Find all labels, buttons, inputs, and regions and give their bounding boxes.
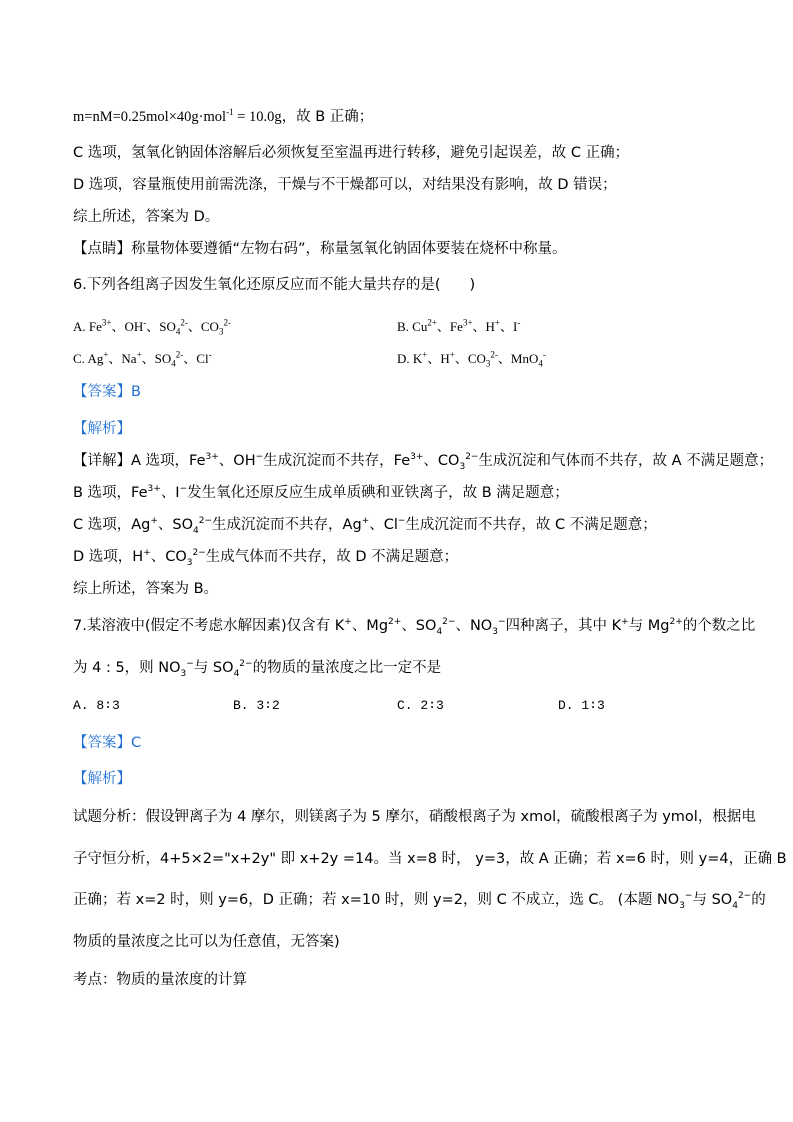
answer-7: 【答案】C	[73, 735, 142, 751]
q6-option-c: C. Ag+、Na+、$SO_4^{2-}$、Cl-	[73, 349, 212, 369]
q6-option-a: A. $Fe^{3+}$、OH-、$SO_4^{2-}$、$CO_3^{2-}$	[73, 317, 231, 337]
q7-option-d: D. 1∶3	[558, 698, 605, 713]
summary-d: 综上所述，答案为 D。	[73, 209, 220, 225]
question-7-line1: 7.某溶液中(假定不考虑水解因素)仅含有 K+、$Mg^{2+}$、$SO_4^{2-}$、$NO_3^-$四种离子，其中 K+与 $Mg^{2+}$的个数之比	[73, 617, 756, 637]
tip-note: 【点睛】称量物体要遵循“左物右码”，称量氢氧化钠固体要装在烧杯中称量。	[73, 241, 567, 257]
q6-option-d: D. K+、H+、$CO_3^{2-}$、MnO$_4$-	[397, 349, 546, 369]
knowledge-point: 考点：物质的量浓度的计算	[73, 972, 247, 988]
analysis-6-heading: 【解析】	[73, 421, 131, 437]
detail-line-d: D 选项，H+、$CO_3^{2-}$生成气体而不共存，故 D 不满足题意；	[73, 548, 459, 568]
calc-line: m=nM=0.25mol×40g·mol$^{-1}$ = 10.0g，故 B 正确；	[73, 107, 374, 125]
option-d-explanation: D 选项，容量瓶使用前需洗涤，干燥与不干燥都可以，对结果没有影响，故 D 错误；	[73, 177, 617, 193]
analysis-7-line4: 物质的量浓度之比可以为任意值，无答案)	[73, 934, 340, 950]
option-c-explanation: C 选项，氢氧化钠固体溶解后必须恢复至室温再进行转移，避免引起误差，故 C 正确；	[73, 145, 630, 161]
q7-option-a: A. 8∶3	[73, 698, 120, 713]
q7-option-c: C. 2∶3	[397, 698, 444, 713]
question-6: 6.下列各组离子因发生氧化还原反应而不能大量共存的是( )	[73, 277, 476, 293]
analysis-7-line1: 试题分析：假设钾离子为 4 摩尔，则镁离子为 5 摩尔，硝酸根离子为 xmol，硫酸根离子为 ymol，根据电	[73, 809, 756, 825]
detail-line-a: 【详解】A 选项，$Fe^{3+}$、OH−生成沉淀而不共存，$Fe^{3+}$、$CO_3^{2-}$生成沉淀和气体而不共存，故 A 不满足题意；	[73, 452, 774, 472]
analysis-7-heading: 【解析】	[73, 771, 131, 787]
q7-option-b: B. 3∶2	[233, 698, 280, 713]
analysis-7-line2: 子守恒分析，4+5×2="x+2y" 即 x+2y =14。当 x=8 时， y=3，故 A 正确；若 x=6 时，则 y=4，正确 B	[73, 851, 787, 867]
analysis-7-line3: 正确；若 x=2 时，则 y=6，D 正确；若 x=10 时，则 y=2，则 C 不成立，选 C。 (本题 $NO_3^-$与 $SO_4^{2-}$的	[73, 891, 766, 911]
answer-6: 【答案】B	[73, 384, 141, 400]
detail-line-c: C 选项，Ag+、$SO_4^{2-}$生成沉淀而不共存，Ag+、Cl−生成沉淀而不共存，故 C 不满足题意；	[73, 516, 657, 536]
detail-line-b: B 选项，$Fe^{3+}$、I−发生氧化还原反应生成单质碘和亚铁离子，故 B 满足题意；	[73, 484, 569, 501]
question-7-line2: 为 4 : 5，则 $NO_3^-$与 $SO_4^{2-}$的物质的量浓度之比一定不是	[73, 659, 442, 679]
q6-option-b: B. $Cu^{2+}$、$Fe^{3+}$、H+、I-	[397, 317, 521, 334]
summary-b: 综上所述，答案为 B。	[73, 581, 219, 597]
